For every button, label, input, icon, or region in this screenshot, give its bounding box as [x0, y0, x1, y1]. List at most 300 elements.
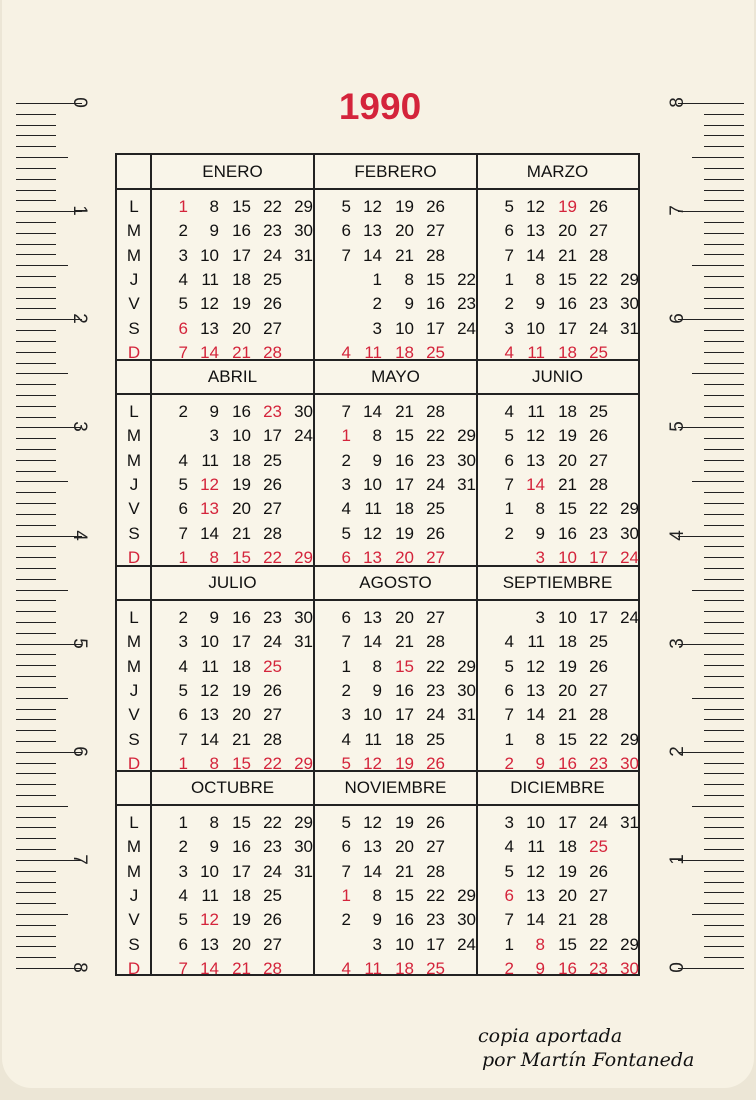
- day-number: 16: [232, 608, 251, 627]
- day-number: 22: [589, 269, 608, 289]
- day-number: 8: [209, 197, 219, 216]
- day-number: 10: [232, 426, 251, 446]
- ruler-tick: [704, 633, 744, 634]
- grid-header-line: [117, 393, 638, 395]
- day-number: 14: [526, 910, 545, 930]
- day-number: 10: [363, 474, 382, 494]
- day-number: 13: [200, 499, 219, 519]
- day-number: 25: [589, 342, 608, 362]
- ruler-tick: [704, 449, 744, 450]
- day-number: 13: [363, 547, 382, 567]
- day-number: 28: [589, 474, 608, 494]
- ruler-tick: [16, 363, 56, 364]
- ruler-tick: [16, 254, 56, 255]
- day-number: 21: [232, 523, 251, 543]
- day-number: 16: [558, 523, 577, 543]
- ruler-tick: [16, 179, 56, 180]
- day-number: 19: [232, 474, 251, 494]
- weekday-letter: M: [126, 245, 142, 265]
- ruler-tick: [16, 817, 56, 818]
- day-number: 2: [178, 608, 188, 627]
- weekday-letter: M: [126, 221, 142, 241]
- day-number: 19: [558, 426, 577, 446]
- day-number: 28: [426, 245, 445, 265]
- ruler-tick: [678, 860, 744, 861]
- day-number: 20: [558, 885, 577, 905]
- ruler-tick: [16, 481, 68, 482]
- ruler-tick: [704, 135, 744, 136]
- day-number: 28: [426, 402, 445, 421]
- day-number: 1: [504, 269, 514, 289]
- day-number: 29: [620, 729, 639, 749]
- day-number: 15: [426, 269, 445, 289]
- day-number: 15: [558, 934, 577, 954]
- day-number: 1: [178, 813, 188, 832]
- day-number: 11: [201, 269, 219, 289]
- day-number: 14: [526, 245, 545, 265]
- day-number: 11: [364, 729, 382, 749]
- ruler-tick: [704, 838, 744, 839]
- ruler-tick: [16, 233, 56, 234]
- day-number: 5: [341, 523, 351, 543]
- day-number: 25: [589, 632, 608, 652]
- day-number: 19: [395, 813, 414, 832]
- ruler-tick: [16, 784, 56, 785]
- calendar-card: [2, 0, 754, 1088]
- day-number: 4: [504, 402, 514, 421]
- ruler-tick: [704, 146, 744, 147]
- left-ruler: [16, 97, 90, 975]
- day-number: 22: [589, 934, 608, 954]
- day-number: 23: [589, 523, 608, 543]
- day-number: 23: [457, 294, 476, 314]
- day-number: 23: [426, 450, 445, 470]
- day-number: 13: [363, 837, 382, 857]
- ruler-tick: [704, 925, 744, 926]
- day-number: 4: [504, 837, 514, 857]
- day-number: 12: [200, 680, 219, 700]
- day-number: 25: [426, 729, 445, 749]
- day-number: 9: [372, 910, 382, 930]
- day-number: 31: [457, 474, 476, 494]
- day-number: 20: [232, 705, 251, 725]
- ruler-number: 4: [68, 529, 90, 541]
- weekday-letter: L: [129, 608, 139, 627]
- ruler-tick: [692, 481, 744, 482]
- ruler-tick: [16, 557, 56, 558]
- ruler-tick: [16, 698, 68, 699]
- day-number: 7: [341, 861, 351, 881]
- day-number: 17: [558, 813, 577, 832]
- day-number: 19: [395, 753, 414, 773]
- ruler-tick: [704, 460, 744, 461]
- day-number: 14: [200, 523, 219, 543]
- ruler-tick: [692, 157, 744, 158]
- day-number: 7: [178, 342, 188, 362]
- day-number: 1: [504, 934, 514, 954]
- weekday-letter: J: [129, 474, 139, 494]
- day-number: 1: [341, 656, 351, 676]
- day-number: 19: [558, 197, 577, 216]
- weekday-letter: L: [129, 813, 139, 832]
- day-number: 27: [426, 221, 445, 241]
- day-number: 8: [372, 426, 382, 446]
- ruler-tick: [16, 838, 56, 839]
- day-number: 5: [178, 294, 188, 314]
- day-number: 6: [178, 499, 188, 519]
- ruler-tick: [678, 536, 744, 537]
- day-number: 4: [178, 269, 188, 289]
- weekday-letter: J: [129, 269, 139, 289]
- ruler-tick: [704, 406, 744, 407]
- day-number: 16: [232, 837, 251, 857]
- day-number: 2: [341, 910, 351, 930]
- day-number: 22: [589, 499, 608, 519]
- day-number: 21: [232, 342, 251, 362]
- grid-header-line: [117, 804, 638, 806]
- ruler-tick: [704, 308, 744, 309]
- ruler-tick: [16, 709, 56, 710]
- day-number: 10: [200, 861, 219, 881]
- day-number: 26: [426, 813, 445, 832]
- day-number: 3: [209, 426, 219, 446]
- day-number: 6: [178, 318, 188, 338]
- day-number: 10: [200, 245, 219, 265]
- day-number: 19: [395, 197, 414, 216]
- ruler-tick: [704, 287, 744, 288]
- day-number: 2: [504, 958, 514, 978]
- day-number: 20: [558, 221, 577, 241]
- day-number: 13: [526, 221, 545, 241]
- day-number: 7: [178, 523, 188, 543]
- day-number: 27: [589, 680, 608, 700]
- ruler-tick: [692, 265, 744, 266]
- day-number: 2: [178, 221, 188, 241]
- ruler-tick: [704, 903, 744, 904]
- month-name: JULIO: [208, 573, 257, 592]
- ruler-tick: [704, 871, 744, 872]
- day-number: 7: [504, 474, 514, 494]
- ruler-tick: [16, 892, 56, 893]
- day-number: 23: [263, 221, 282, 241]
- day-number: 23: [426, 910, 445, 930]
- ruler-tick: [704, 568, 744, 569]
- day-number: 9: [535, 294, 545, 314]
- day-number: 19: [232, 680, 251, 700]
- day-number: 4: [341, 342, 351, 362]
- ruler-number: 0: [68, 97, 90, 108]
- day-number: 4: [504, 632, 514, 652]
- ruler-tick: [704, 341, 744, 342]
- day-number: 3: [535, 608, 545, 627]
- day-number: 30: [457, 910, 476, 930]
- day-number: 15: [232, 547, 251, 567]
- day-number: 6: [341, 547, 351, 567]
- day-number: 5: [178, 474, 188, 494]
- month-name: SEPTIEMBRE: [502, 573, 613, 592]
- day-number: 24: [426, 474, 445, 494]
- day-number: 5: [504, 426, 514, 446]
- day-number: 21: [558, 705, 577, 725]
- day-number: 2: [504, 753, 514, 773]
- day-number: 17: [232, 245, 251, 265]
- day-number: 26: [426, 523, 445, 543]
- ruler-tick: [704, 763, 744, 764]
- day-number: 2: [504, 294, 514, 314]
- day-number: 11: [527, 402, 545, 421]
- day-number: 6: [178, 934, 188, 954]
- day-number: 9: [209, 837, 219, 857]
- day-number: 16: [395, 910, 414, 930]
- day-number: 12: [526, 426, 545, 446]
- day-number: 21: [232, 958, 251, 978]
- ruler-tick: [704, 276, 744, 277]
- day-number: 6: [178, 705, 188, 725]
- day-number: 14: [526, 705, 545, 725]
- day-number: 25: [263, 656, 282, 676]
- day-number: 14: [363, 861, 382, 881]
- day-number: 20: [395, 837, 414, 857]
- day-number: 19: [395, 523, 414, 543]
- weekday-letter: V: [128, 294, 140, 314]
- ruler-tick: [704, 438, 744, 439]
- day-number: 10: [558, 608, 577, 627]
- calendar-grid: [115, 153, 640, 976]
- day-number: 11: [527, 342, 545, 362]
- day-number: 13: [200, 705, 219, 725]
- day-number: 30: [620, 523, 639, 543]
- ruler-number: 0: [666, 962, 688, 973]
- day-number: 20: [395, 547, 414, 567]
- day-number: 24: [457, 934, 476, 954]
- ruler-tick: [16, 384, 56, 385]
- day-number: 4: [178, 885, 188, 905]
- ruler-tick: [16, 460, 56, 461]
- ruler-tick: [16, 957, 56, 958]
- ruler-tick: [16, 168, 56, 169]
- ruler-tick: [16, 654, 56, 655]
- day-number: 6: [504, 885, 514, 905]
- weekday-letter: J: [129, 885, 139, 905]
- day-number: 1: [341, 426, 351, 446]
- day-number: 2: [372, 294, 382, 314]
- day-number: 22: [589, 729, 608, 749]
- day-number: 12: [363, 813, 382, 832]
- day-number: 3: [341, 474, 351, 494]
- day-number: 3: [372, 318, 382, 338]
- day-number: 18: [395, 342, 414, 362]
- day-number: 4: [341, 729, 351, 749]
- ruler-tick: [692, 698, 744, 699]
- weekday-letter: M: [126, 861, 142, 881]
- day-number: 10: [395, 934, 414, 954]
- day-number: 15: [395, 885, 414, 905]
- day-number: 9: [535, 523, 545, 543]
- day-number: 16: [232, 402, 251, 421]
- day-number: 11: [527, 837, 545, 857]
- day-number: 12: [200, 474, 219, 494]
- day-number: 3: [178, 245, 188, 265]
- ruler-number: 2: [666, 745, 688, 757]
- day-number: 13: [200, 934, 219, 954]
- ruler-tick: [16, 298, 56, 299]
- weekday-letter: D: [127, 958, 141, 978]
- ruler-tick: [16, 200, 56, 201]
- day-number: 31: [294, 861, 313, 881]
- day-number: 25: [589, 837, 608, 857]
- day-number: 17: [589, 547, 608, 567]
- day-number: 7: [504, 705, 514, 725]
- day-number: 9: [535, 958, 545, 978]
- day-number: 31: [294, 632, 313, 652]
- day-number: 24: [620, 608, 639, 627]
- day-number: 26: [263, 294, 282, 314]
- ruler-tick: [16, 244, 56, 245]
- day-number: 4: [178, 656, 188, 676]
- day-number: 24: [426, 705, 445, 725]
- ruler-tick: [678, 427, 744, 428]
- day-number: 15: [558, 499, 577, 519]
- day-number: 22: [426, 656, 445, 676]
- ruler-tick: [704, 222, 744, 223]
- ruler-tick: [704, 892, 744, 893]
- ruler-tick: [16, 276, 56, 277]
- day-number: 16: [232, 221, 251, 241]
- day-number: 17: [232, 861, 251, 881]
- weekday-letter: M: [126, 450, 142, 470]
- ruler-tick: [704, 882, 744, 883]
- day-number: 24: [457, 318, 476, 338]
- day-number: 12: [526, 656, 545, 676]
- day-number: 20: [232, 934, 251, 954]
- month-name: AGOSTO: [359, 573, 432, 592]
- ruler-tick: [704, 773, 744, 774]
- day-number: 28: [426, 632, 445, 652]
- ruler-tick: [16, 600, 56, 601]
- ruler-tick: [704, 600, 744, 601]
- ruler-tick: [704, 514, 744, 515]
- ruler-tick: [16, 579, 56, 580]
- day-number: 22: [426, 426, 445, 446]
- ruler-tick: [704, 654, 744, 655]
- day-number: 10: [200, 632, 219, 652]
- day-number: 6: [504, 450, 514, 470]
- day-number: 21: [395, 245, 414, 265]
- weekday-letter: S: [128, 934, 140, 954]
- day-number: 11: [201, 885, 219, 905]
- day-number: 24: [589, 318, 608, 338]
- ruler-tick: [16, 676, 56, 677]
- day-number: 17: [395, 474, 414, 494]
- day-number: 5: [341, 753, 351, 773]
- day-number: 9: [404, 294, 414, 314]
- weekday-letter: S: [128, 523, 140, 543]
- ruler-tick: [704, 330, 744, 331]
- ruler-tick: [704, 849, 744, 850]
- day-number: 2: [178, 402, 188, 421]
- ruler-tick: [704, 352, 744, 353]
- day-number: 24: [294, 426, 313, 446]
- ruler-tick: [704, 168, 744, 169]
- ruler-tick: [704, 254, 744, 255]
- ruler-tick: [704, 795, 744, 796]
- ruler-tick: [704, 298, 744, 299]
- day-number: 18: [558, 632, 577, 652]
- day-number: 4: [341, 499, 351, 519]
- day-number: 19: [558, 656, 577, 676]
- day-number: 21: [395, 402, 414, 421]
- day-number: 24: [263, 632, 282, 652]
- day-number: 13: [526, 450, 545, 470]
- ruler-tick: [704, 503, 744, 504]
- day-number: 14: [200, 729, 219, 749]
- day-number: 7: [341, 402, 351, 421]
- day-number: 31: [620, 318, 639, 338]
- day-number: 17: [232, 632, 251, 652]
- month-name: FEBRERO: [354, 162, 437, 181]
- ruler-tick: [704, 233, 744, 234]
- ruler-tick: [16, 773, 56, 774]
- day-number: 29: [457, 426, 476, 446]
- ruler-tick: [704, 417, 744, 418]
- day-number: 26: [263, 910, 282, 930]
- day-number: 20: [232, 318, 251, 338]
- ruler-tick: [16, 373, 68, 374]
- year-title: 1990: [338, 86, 422, 127]
- day-number: 28: [589, 910, 608, 930]
- ruler-tick: [16, 406, 56, 407]
- day-number: 19: [232, 294, 251, 314]
- day-number: 20: [395, 608, 414, 627]
- month-name: ABRIL: [207, 367, 258, 386]
- day-number: 22: [263, 197, 282, 216]
- day-number: 28: [589, 245, 608, 265]
- day-number: 5: [178, 680, 188, 700]
- day-number: 29: [620, 269, 639, 289]
- ruler-tick: [678, 319, 744, 320]
- ruler-tick: [692, 373, 744, 374]
- day-number: 8: [209, 813, 219, 832]
- ruler-tick: [16, 795, 56, 796]
- day-number: 18: [395, 958, 414, 978]
- ruler-tick: [16, 308, 56, 309]
- day-number: 15: [558, 269, 577, 289]
- ruler-tick: [16, 438, 56, 439]
- day-number: 8: [372, 885, 382, 905]
- day-number: 8: [404, 269, 414, 289]
- day-number: 30: [294, 402, 313, 421]
- day-number: 29: [620, 499, 639, 519]
- day-number: 29: [294, 813, 313, 832]
- month-name: ENERO: [202, 162, 263, 181]
- day-number: 8: [209, 547, 219, 567]
- day-number: 8: [535, 934, 545, 954]
- weekday-letter: M: [126, 837, 142, 857]
- ruler-tick: [16, 730, 56, 731]
- day-number: 18: [558, 342, 577, 362]
- day-number: 5: [504, 861, 514, 881]
- day-number: 13: [526, 885, 545, 905]
- day-number: 30: [457, 680, 476, 700]
- day-number: 26: [589, 861, 608, 881]
- month-name: MARZO: [526, 162, 589, 181]
- day-number: 17: [426, 318, 445, 338]
- day-number: 30: [294, 608, 313, 627]
- ruler-tick: [16, 925, 56, 926]
- ruler-tick: [678, 644, 744, 645]
- day-number: 16: [558, 958, 577, 978]
- day-number: 15: [232, 753, 251, 773]
